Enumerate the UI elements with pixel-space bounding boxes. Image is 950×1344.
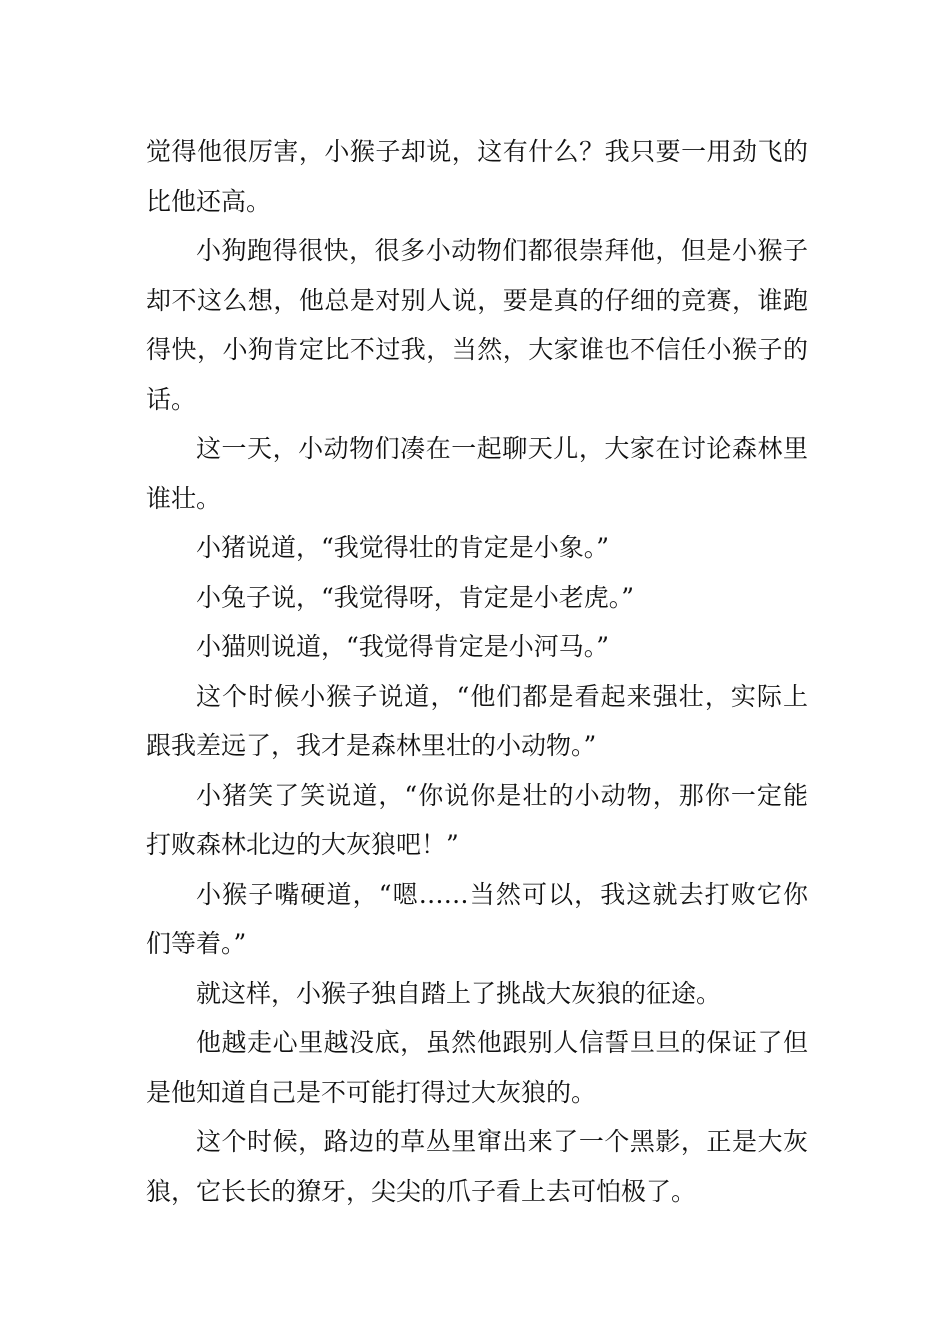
paragraph: 他越走心里越没底，虽然他跟别人信誓旦旦的保证了但是他知道自己是不可能打得过大灰狼的。 (146, 1028, 808, 1107)
story-text (146, 127, 808, 1216)
paragraph: 小猫则说道，“我觉得肯定是小河马。” (196, 632, 610, 661)
paragraph: 小猴子嘴硬道，“嗯……当然可以，我这就去打败它你们等着。” (146, 879, 808, 958)
paragraph: 小猪笑了笑说道，“你说你是壮的小动物，那你一定能打败森林北边的大灰狼吧！” (146, 780, 808, 859)
paragraph: 小猪说道，“我觉得壮的肯定是小象。” (196, 533, 610, 562)
paragraph: 小兔子说，“我觉得呀，肯定是小老虎。” (196, 582, 635, 612)
paragraph: 小狗跑得很快，很多小动物们都很崇拜他，但是小猴子却不这么想，他总是对别人说，要是真的仔细的竞赛，谁跑得快，小狗肯定比不过我，当然，大家谁也不信任小猴子的话。 (146, 236, 808, 414)
paragraph: 这个时候小猴子说道，“他们都是看起来强壮，实际上跟我差远了，我才是森林里壮的小动物。” (146, 681, 808, 760)
paragraph: 这一天，小动物们凑在一起聊天儿，大家在讨论森林里谁壮。 (146, 434, 808, 513)
paragraph: 就这样，小猴子独自踏上了挑战大灰狼的征途。 (196, 978, 722, 1008)
paragraph: 这个时候，路边的草丛里窜出来了一个黑影，正是大灰狼，它长长的獠牙，尖尖的爪子看上去可怕极了。 (146, 1127, 808, 1206)
paragraph-continued: 觉得他很厉害，小猴子却说，这有什么？我只要一用劲飞的比他还高。 (146, 137, 808, 216)
